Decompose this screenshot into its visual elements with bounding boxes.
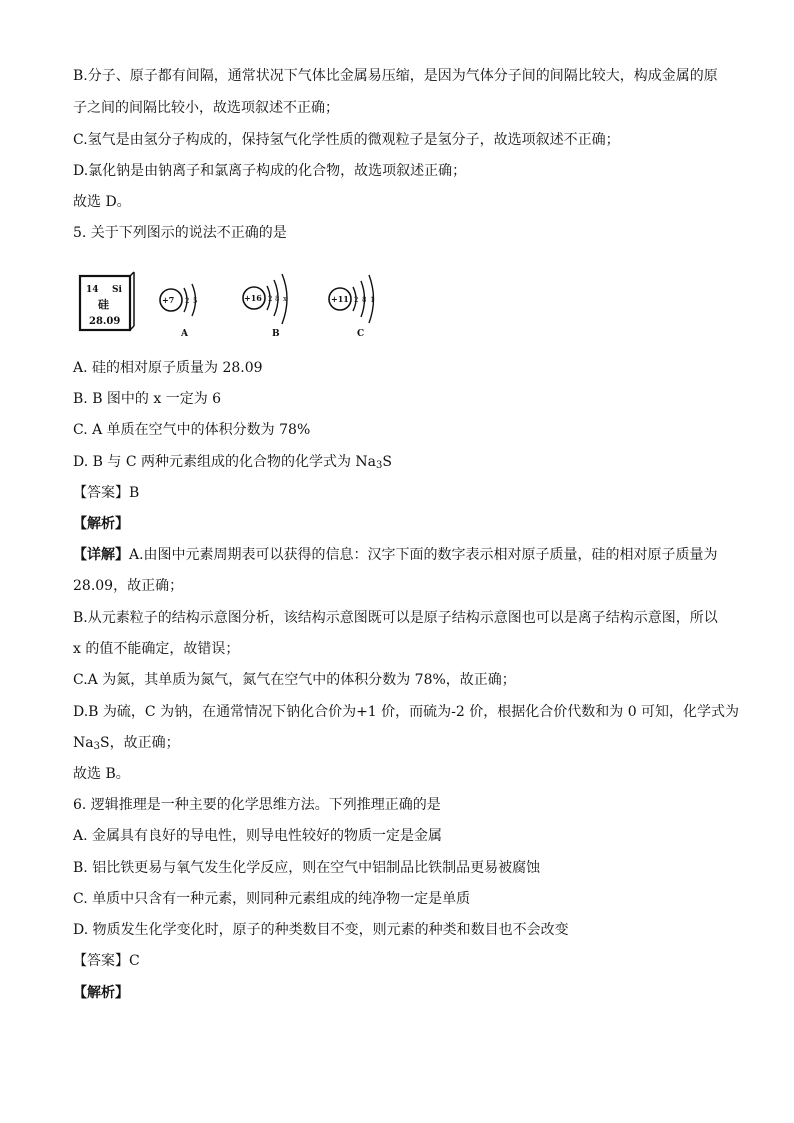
element-cell-silicon (80, 272, 134, 330)
q5-detail-d-formula: Na (73, 735, 94, 751)
q4-option-b-line1: B.分子、原子都有间隔，通常状况下气体比金属易压缩，是因为气体分子间的间隔比较大，构成金属的原 (73, 68, 718, 84)
q6-answer: 【答案】C (73, 953, 140, 969)
atom-a-shell-1: 2 (185, 297, 190, 305)
atom-a-label: A (181, 329, 188, 339)
q5-detail-b-line1: B.从元素粒子的结构示意图分析，该结构示意图既可以是原子结构示意图也可以是离子结构示意图，所以 (73, 610, 718, 626)
atom-c-diagram (329, 275, 374, 339)
q5-detail-a-line1 (73, 545, 723, 565)
q6-option-c: C. 单质中只含有一种元素，则同种元素组成的纯净物一定是单质 (73, 891, 471, 907)
q4-option-d: D.氯化钠是由钠离子和氯离子构成的化合物，故选项叙述正确； (73, 163, 467, 179)
q4-option-c: C.氢气是由氢分子构成的，保持氢气化学性质的微观粒子是氢分子，故选项叙述不正确； (73, 132, 620, 148)
atom-b-shell-2: 8 (275, 295, 280, 303)
q5-detail-d-line2 (73, 733, 723, 753)
atom-b-nucleus: +16 (244, 293, 262, 303)
q6-option-b: B. 铝比铁更易与氧气发生化学反应，则在空气中铝制品比铁制品更易被腐蚀 (73, 860, 541, 876)
element-mass: 28.09 (89, 316, 121, 327)
atom-a-shell-2: 5 (193, 297, 198, 305)
q5-detail-d-subscript: 3 (93, 741, 100, 752)
q5-option-c: C. A 单质在空气中的体积分数为 78% (73, 422, 311, 438)
q6-analysis-title: 【解析】 (73, 985, 129, 1001)
q4-conclusion: 故选 D。 (73, 194, 131, 210)
q5-detail-a-text: A.由图中元素周期表可以获得的信息：汉字下面的数字表示相对原子质量，硅的相对原子质量为 (129, 547, 718, 563)
atom-c-nucleus: +11 (331, 294, 349, 304)
q5-detail-d-tail: S，故正确； (99, 735, 180, 751)
q5-figure (78, 262, 398, 344)
atom-a-nucleus: +7 (162, 295, 175, 305)
q5-option-b: B. B 图中的 x 一定为 6 (73, 391, 222, 407)
atom-c-shell-2: 8 (362, 296, 367, 304)
q6-option-a: A. 金属具有良好的导电性，则导电性较好的物质一定是金属 (73, 828, 443, 844)
atom-b-label: B (272, 329, 280, 339)
element-number: 14 (86, 285, 99, 295)
q6-option-d: D. 物质发生化学变化时，原子的种类数目不变，则元素的种类和数目也不会改变 (73, 922, 569, 938)
atom-b-shell-3: x (283, 295, 287, 303)
q4-option-b-line2: 子之间的间隔比较小，故选项叙述不正确； (73, 100, 339, 116)
q5-detail-c: C.A 为氮，其单质为氮气，氮气在空气中的体积分数为 78%，故正确； (73, 672, 516, 688)
q5-detail-tag: 【详解】 (73, 547, 129, 563)
atom-b-shell-1: 2 (268, 295, 273, 303)
atom-c-label: C (357, 329, 365, 339)
q5-answer: 【答案】B (73, 485, 140, 501)
atom-c-shell-1: 2 (354, 296, 359, 304)
q6-stem: 6. 逻辑推理是一种主要的化学思维方法。下列推理正确的是 (73, 797, 441, 813)
q5-diagram (78, 262, 398, 344)
q5-option-d-tail: S (382, 454, 392, 470)
atom-a-diagram (160, 284, 197, 339)
q5-detail-b-line2: x 的值不能确定，故错误； (73, 641, 240, 657)
atom-b-diagram (243, 274, 287, 339)
q5-option-d-text: D. B 与 C 两种元素组成的化合物的化学式为 Na (73, 454, 377, 470)
element-name: 硅 (98, 298, 109, 311)
q5-conclusion: 故选 B。 (73, 766, 130, 782)
q5-detail-d-line1: D.B 为硫，C 为钠，在通常情况下钠化合价为+1 价，而硫为-2 价，根据化合价代数和为 0 可知，化学式为 (73, 704, 740, 720)
q5-detail-a-line2: 28.09，故正确； (73, 578, 184, 594)
q5-option-d (73, 452, 723, 472)
atom-c-shell-3: 1 (370, 296, 375, 304)
q5-option-d-subscript: 3 (376, 460, 383, 471)
q5-option-a: A. 硅的相对原子质量为 28.09 (73, 360, 263, 376)
element-symbol: Si (112, 285, 122, 295)
q5-analysis-title: 【解析】 (73, 516, 129, 532)
q5-stem: 5. 关于下列图示的说法不正确的是 (73, 225, 287, 241)
